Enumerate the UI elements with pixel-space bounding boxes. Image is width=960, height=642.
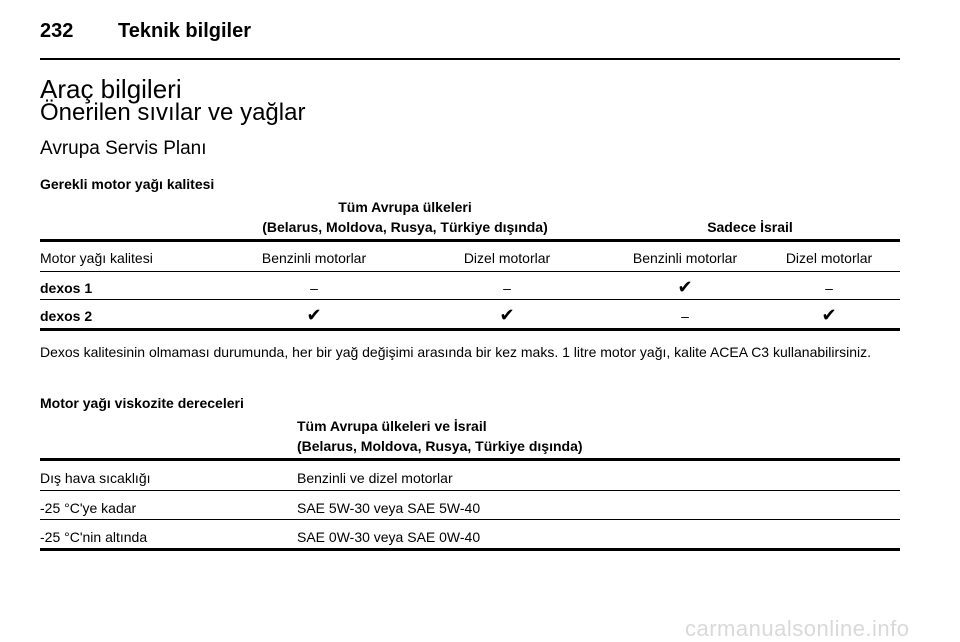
row-label-dexos2: dexos 2 [40, 308, 93, 324]
row-label-dexos1: dexos 1 [40, 280, 93, 296]
check-icon: ✔ [677, 277, 693, 297]
table1-rule-top [40, 239, 900, 242]
table1-rule-row [40, 299, 900, 300]
visc-group-line1: Tüm Avrupa ülkeleri ve İsrail [297, 418, 487, 434]
table1-rule-bottom [40, 328, 900, 331]
table2-rule-row [40, 519, 900, 520]
group-israel: Sadece İsrail [707, 219, 793, 235]
col-eu-diesel: Dizel motorlar [463, 250, 551, 266]
section-title: Teknik bilgiler [118, 20, 251, 42]
table2-rule-bottom [40, 548, 900, 551]
col-outside-temp: Dış hava sıcaklığı [40, 470, 151, 486]
dash-mark: – [825, 280, 833, 296]
visc-row-grade: SAE 5W-30 veya SAE 5W-40 [297, 500, 481, 516]
dash-mark: – [681, 308, 689, 324]
header-rule [40, 58, 900, 60]
oil-quality-heading: Gerekli motor yağı kalitesi [40, 176, 215, 192]
visc-row-temp: -25 °C'ye kadar [40, 500, 137, 516]
group-europe-line2: (Belarus, Moldova, Rusya, Türkiye dışında) [262, 219, 548, 235]
main-title: Araç bilgileri [40, 74, 182, 104]
visc-group-line2: (Belarus, Moldova, Rusya, Türkiye dışında) [297, 438, 583, 454]
check-icon: ✔ [306, 305, 322, 325]
table1-rule-head [40, 271, 900, 272]
visc-row-grade: SAE 0W-30 veya SAE 0W-40 [297, 529, 481, 545]
table2-rule-head [40, 490, 900, 491]
col-il-petrol: Benzinli motorlar [632, 250, 738, 266]
dash-mark: – [310, 280, 318, 296]
col-oil-quality: Motor yağı kalitesi [40, 250, 153, 266]
page-number: 232 [40, 20, 74, 42]
col-il-diesel: Dizel motorlar [785, 250, 873, 266]
viscosity-heading: Motor yağı viskozite dereceleri [40, 395, 244, 411]
sub-title: Önerilen sıvılar ve yağlar [40, 99, 306, 126]
check-icon: ✔ [821, 305, 837, 325]
col-eu-petrol: Benzinli motorlar [261, 250, 367, 266]
table2-rule-top [40, 458, 900, 461]
watermark: carmanualsonline.info [685, 616, 910, 641]
group-europe-line1: Tüm Avrupa ülkeleri [338, 199, 472, 215]
visc-row-temp: -25 °C'nin altında [40, 529, 148, 545]
dash-mark: – [503, 280, 511, 296]
plan-title: Avrupa Servis Planı [40, 138, 207, 159]
check-icon: ✔ [499, 305, 515, 325]
col-engines: Benzinli ve dizel motorlar [297, 470, 453, 486]
note-paragraph: Dexos kalitesinin olmaması durumunda, her bir yağ değişimi arasında bir kez maks. 1 litre motor yağı, kalite ACEA C3 kullanabilirsiniz. [40, 344, 872, 360]
